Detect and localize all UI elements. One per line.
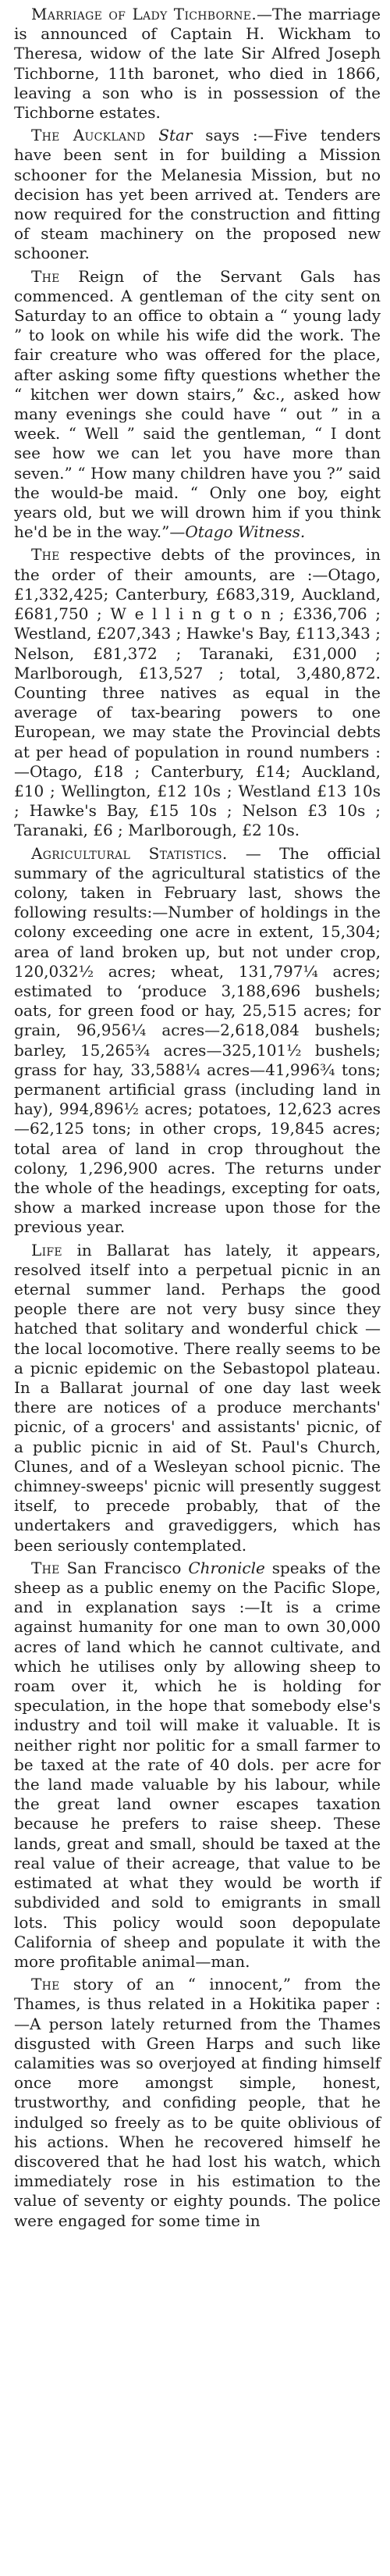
paragraph-body: —The marriage is announced of Captain H. Wickham to Theresa, widow of the late Sir Alfred Joseph Tichborne, 11th baronet, who died in 1866, leaving a son who is in possession of the Tichborne estates. (14, 5, 381, 123)
paragraph-ballarat-picnic (14, 1241, 381, 1555)
paragraph-tichborne-marriage (14, 5, 381, 123)
paragraph-mission-schooner (14, 126, 381, 263)
paragraph-body: San Francisco (59, 1558, 189, 1577)
paragraph-body: story of an “ innocent,” from the Thames, is thus related in a Hokitika paper :—A person lately returned from the Thames disgusted with Green Harps and such like calamities was so overjoyed at finding himself once more amongst simple, honest, trustworthy, and confiding people, that he indulged so freely as to be quite oblivious of his actions. When he recovered himself he discovered that he had lost his watch, which immediately rose in his estimation to the value of seventy or eighty pounds. The police were engaged for some time in (14, 1975, 381, 2230)
newspaper-name: Star (158, 126, 193, 145)
paragraph-provincial-debts (14, 545, 381, 840)
paragraph-body: respective debts of the provinces, in the order of their amounts, are :—Otago, £1,332,425; Canterbury, £683,319, Auckland, £681,750 ; W e l l i n g t o n ; £336,706 ; Westland, £207,343 ; Hawke's Bay, £113,343 ; Nelson, £81,372 ; Taranaki, £31,000 ; Marlborough, £13,527 ; total, 3,480,872. Counting three natives as equal in the average of tax-bearing powers to one European, we may state the Provincial debts at per head of population in round numbers :—Otago, £18 ; Canterbury, £14; Auckland, £10 ; Wellington, £12 10s ; Westland £13 10s ; Hawke's Bay, £15 10s ; Nelson £3 10s ; Taranaki, £6 ; Marlborough, £2 10s. (14, 545, 381, 840)
paragraph-body: says :—Five tenders have been sent in for building a Mission schooner for the Melanesia Mission, but no decision has yet been arrived at. Tenders are now required for the construction and fitting of steam machinery on the proposed new schooner. (14, 126, 381, 263)
paragraph-body: Reign of the Servant Gals has commenced. A gentleman of the city sent on Saturday to an office to obtain a “ young lady ” to look on while his wife did the work. The fair creature who was offered for the place, after asking some fifty questions whether the “ kitchen wer down stairs,” &c., asked how many evenings she could have “ out ” in a week. “ Well ” said the gentleman, “ I dont see how we can let you have more than seven.” “ How many children have you ?” said the would-be maid. “ Only one boy, eight years old, but we will drown him if you think he'd be in the way.”— (14, 266, 381, 542)
paragraph-agricultural-statistics (14, 844, 381, 1238)
paragraph-heading: Marriage of Lady Tichborne. (31, 5, 257, 23)
paragraph-servant-gals (14, 267, 381, 543)
paragraph-heading: The (31, 266, 60, 286)
paragraph-thames-innocent (14, 1975, 381, 2231)
paragraph-sheep-public-enemy (14, 1559, 381, 1972)
paragraph-heading: The (31, 1975, 60, 1994)
paragraph-heading: The (31, 1558, 60, 1577)
newspaper-name: Chronicle (188, 1558, 265, 1577)
paragraph-body-continued: speaks of the sheep as a public enemy on the Pacific Slope, and in explanation says :—It is a crime against humanity for one man to own 30,000 acres of land which he cannot cultivate, and which he utilises only by allowing sheep to roam over it, which he is holding for speculation, in the hope that somebody else's industry and toil will make it valuable. It is neither right nor politic for a small farmer to be taxed at the rate of 40 dols. per acre for the land made valuable by his labour, while the great land owner escapes taxation because he prefers to raise sheep. These lands, great and small, should be taxed at the real value of their acreage, that value to be estimated at what they would be worth if subdivided and sold to emigrants in small lots. This policy would soon depopulate California of sheep and populate it with the more profitable animal—man. (14, 1558, 381, 1971)
news-column (14, 5, 381, 2231)
paragraph-body: — The official summary of the agricultural statistics of the colony, taken in February last, shows the following results:—Number of holdings in the colony exceeding one acre in extent, 15,304; area of land broken up, but not under crop, 120,032½ acres; wheat, 131,797¼ acres; estimated to ‘produce 3,188,696 bushels; oats, for green food or hay, 25,515 acres; for grain, 96,956¼ acres—2,618,084 bushels; barley, 15,265¾ acres—325,101½ bushels; grass for hay, 33,588¼ acres—41,996¾ tons; permanent artificial grass (including land in hay), 994,896½ acres; potatoes, 12,623 acres—62,125 tons; in other crops, 19,845 acres; total area of land in crop throughout the colony, 1,296,900 acres. The returns under the whole of the headings, excepting for oats, show a marked increase upon those for the previous year. (14, 843, 381, 1237)
paragraph-heading: Agricultural Statistics. (31, 843, 228, 863)
paragraph-body: in Ballarat has lately, it appears, resolved itself into a perpetual picnic in an eternal summer land. Perhaps the good people there are not very busy since they hatched that solitary and wonderful chick —the local locomotive. There really seems to be a picnic epidemic on the Sebastopol plateau. In a Ballarat journal of one day last week there are notices of a produce merchants' picnic, of a grocers' and assistants' picnic, of a public picnic in aid of St. Paul's Church, Clunes, and of a Wesleyan school picnic. The chimney-sweeps' picnic will presently suggest itself, to precede probably, that of the undertakers and gravediggers, which has been seriously contemplated. (14, 1240, 381, 1555)
paragraph-heading: Life (31, 1240, 62, 1259)
source-attribution: Otago Witness. (185, 522, 306, 542)
paragraph-heading: The Auckland (31, 126, 146, 145)
paragraph-heading: The (31, 545, 60, 565)
